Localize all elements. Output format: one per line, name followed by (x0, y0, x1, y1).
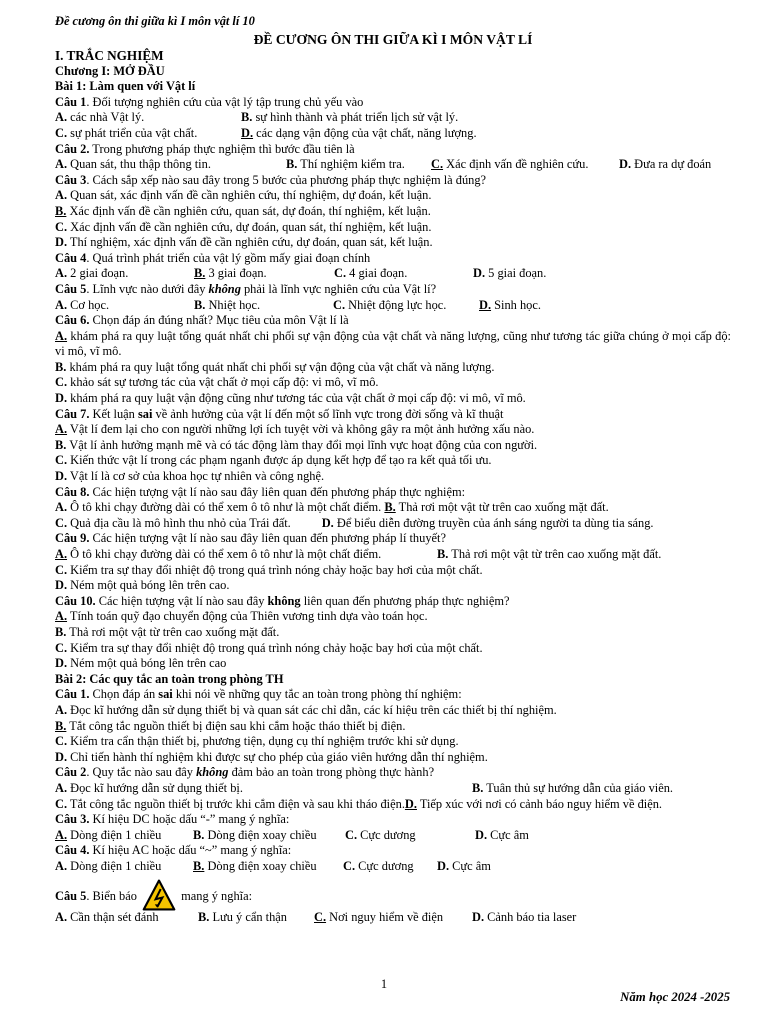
lesson-2-question-1-option-a: A. Đọc kĩ hướng dẫn sử dụng thiết bị và quan sát các chỉ dẫn, các kí hiệu trên các thiết bị thí nghiệm. (55, 702, 557, 717)
question-8-options-cd: C. Quả địa cầu là mô hình thu nhỏ của Trái đất. D. Để biểu diễn đường truyền của ánh sáng người ta dùng tia sáng. (55, 515, 654, 530)
lesson-2-question-1: Câu 1. Chọn đáp án sai khi nói về những quy tắc an toàn trong phòng thí nghiệm: (55, 687, 462, 702)
question-7: Câu 7. Kết luận sai về ảnh hưởng của vật lí đến một số lĩnh vực trong đời sống và kĩ thuật (55, 406, 504, 421)
question-1: Câu 1. Đối tượng nghiên cứu của vật lý tập trung chủ yếu vào (55, 94, 364, 109)
question-9-option-c: C. Kiểm tra sự thay đổi nhiệt độ trong quá trình nóng chảy hoặc bay hơi của một chất. (55, 562, 483, 577)
lesson-2-question-5: Câu 5. Biển báo mang ý nghĩa: (55, 874, 731, 910)
question-3-option-b: B. Xác định vấn đề cần nghiên cứu, quan sát, dự đoán, thí nghiệm, kết luận. (55, 203, 431, 218)
lesson-2-question-4: Câu 4. Kí hiệu AC hoặc dấu “~” mang ý nghĩa: (55, 843, 292, 858)
question-4: Câu 4. Quá trình phát triển của vật lý gồm mấy giai đoạn chính (55, 250, 371, 265)
question-2-options: A. Quan sát, thu thập thông tin. B. Thí nghiệm kiểm tra. C. Xác định vấn đề nghiên cứu. D. Đưa ra dự đoán (55, 157, 712, 172)
document-title: ĐỀ CƯƠNG ÔN THI GIỮA KÌ I MÔN VẬT LÍ (253, 32, 533, 47)
question-2: Câu 2. Trong phương pháp thực nghiệm thì bước đầu tiên là (55, 141, 355, 156)
question-4-options: A. 2 giai đoạn. B. 3 giai đoạn. C. 4 giai đoạn. D. 5 giai đoạn. (55, 266, 547, 281)
question-9-option-d: D. Ném một quả bóng lên trên cao. (55, 578, 230, 593)
question-10-option-d: D. Ném một quả bóng lên trên cao (55, 656, 227, 671)
question-3-option-a: A. Quan sát, xác định vấn đề cần nghiên cứu, thí nghiệm, dự đoán, kết luận. (55, 188, 432, 203)
question-7-option-b: B. Vật lí ảnh hưởng mạnh mẽ và có tác động làm thay đổi mọi lĩnh vực hoạt động của con người. (55, 437, 538, 452)
question-5-options: A. Cơ học. B. Nhiệt học. C. Nhiệt động lực học. D. Sinh học. (55, 297, 541, 312)
document-header: Đề cương ôn thi giữa kì I môn vật lí 10 (55, 14, 255, 28)
question-10-option-c: C. Kiểm tra sự thay đổi nhiệt độ trong quá trình nóng chảy hoặc bay hơi của một chất. (55, 640, 483, 655)
lesson-2-heading: Bài 2: Các quy tắc an toàn trong phòng TH (55, 671, 284, 686)
lesson-2-question-4-options: A. Dòng điện 1 chiều B. Dòng điện xoay chiều C. Cực dương D. Cực âm (55, 858, 491, 873)
lesson-2-question-2: Câu 2. Quy tắc nào sau đây không đảm bảo an toàn trong phòng thực hành? (55, 765, 435, 780)
question-5: Câu 5. Lĩnh vực nào dưới đây không phải là lĩnh vực nghiên cứu của Vật lí? (55, 281, 437, 296)
question-9-options-ab: A. Ô tô khi chạy đường dài có thể xem ô tô như là một chất điểm. B. Thả rơi một vật từ trên cao xuống mặt đất. (55, 547, 662, 561)
lesson-2-question-1-option-d: D. Chỉ tiến hành thí nghiệm khi được sự cho phép của giáo viên hướng dẫn thí nghiệm. (55, 749, 488, 764)
question-3-option-c: C. Xác định vấn đề cần nghiên cứu, dự đoán, quan sát, thí nghiệm, kết luận. (55, 219, 432, 234)
question-3: Câu 3. Cách sắp xếp nào sau đây trong 5 bước của phương pháp thực nghiệm là đúng? (55, 172, 487, 187)
question-10-option-b: B. Thả rơi một vật từ trên cao xuống mặt đất. (55, 624, 280, 639)
school-year: Năm học 2024 -2025 (620, 990, 730, 1004)
question-6-option-d: D. khám phá ra quy luật vận động cũng như tương tác của vật chất ở mọi cấp độ: vi mô, vĩ mô. (55, 391, 526, 406)
page-number: 1 (380, 977, 388, 991)
lesson-2-question-3: Câu 3. Kí hiệu DC hoặc dấu “-” mang ý nghĩa: (55, 812, 290, 827)
question-6-option-c: C. khảo sát sự tương tác của vật chất ở mọi cấp độ: vi mô, vĩ mô. (55, 375, 379, 390)
question-7-option-c: C. Kiến thức vật lí trong các phạm nganh được áp dụng kết hợp để tạo ra kết quả tối ưu. (55, 453, 492, 468)
question-7-option-a: A. Vật lí đem lại cho con người những lợi ích tuyệt vời và không gây ra một ảnh hưởng xấu nào. (55, 422, 535, 437)
question-6-option-a: A. khám phá ra quy luật tổng quát nhất chi phối sự vận động của vật chất và năng lượng, cũng như tương tác giữa chúng ở mọi cấp độ: vi mô, vĩ mô. (55, 328, 732, 359)
lesson-2-question-1-option-c: C. Kiểm tra cẩn thận thiết bị, phương tiện, dụng cụ thí nghiệm trước khi sử dụng. (55, 734, 459, 749)
lesson-2-question-3-options: A. Dòng điện 1 chiều B. Dòng điện xoay chiều C. Cực dương D. Cực âm (55, 827, 529, 842)
question-8: Câu 8. Các hiện tượng vật lí nào sau đây liên quan đến phương pháp thực nghiệm: (55, 484, 466, 499)
document-page (55, 14, 731, 926)
chapter-heading: Chương I: MỞ ĐẦU (55, 63, 165, 78)
question-1-options-cd: C. sự phát triển của vật chất. D. các dạng vận động của vật chất, năng lượng. (55, 125, 477, 140)
lesson-2-question-2-options-cd: C. Tắt công tắc nguồn thiết bị trước khi cắm điện và sau khi tháo điện.D. Tiếp xúc với nơi có cảnh báo nguy hiểm về điện. (55, 796, 663, 811)
question-10: Câu 10. Các hiện tượng vật lí nào sau đây không liên quan đến phương pháp thực nghiệm? (55, 593, 510, 608)
lesson-heading: Bài 1: Làm quen với Vật lí (55, 79, 196, 94)
section-heading: I. TRẮC NGHIỆM (55, 48, 164, 63)
question-10-option-a: A. Tính toán quỹ đạo chuyển động của Thiên vương tinh dựa vào toán học. (55, 609, 428, 624)
electrical-hazard-sign-icon (142, 878, 176, 912)
question-6: Câu 6. Chọn đáp án đúng nhất? Mục tiêu của môn Vật lí là (55, 313, 349, 328)
lesson-2-question-1-option-b: B. Tắt công tắc nguồn thiết bị điện sau khi cắm hoặc tháo thiết bị điện. (55, 718, 406, 733)
question-1-options-ab: A. các nhà Vật lý. B. sự hình thành và phát triển lịch sử vật lý. (55, 110, 459, 125)
question-9: Câu 9. Các hiện tượng vật lí nào sau đây liên quan đến phương pháp lí thuyết? (55, 531, 446, 546)
question-6-option-b: B. khám phá ra quy luật tổng quát nhất chi phối sự vận động của vật chất và năng lượng. (55, 359, 495, 374)
lesson-2-question-5-options: A. Cần thận sét đánh B. Lưu ý cẩn thận C. Nơi nguy hiểm về điện D. Cảnh báo tia laser (55, 910, 577, 925)
question-8-options-ab: A. Ô tô khi chạy đường dài có thể xem ô tô như là một chất điểm. B. Thả rơi một vật từ trên cao xuống mặt đất. (55, 500, 609, 515)
lesson-2-question-2-options-ab: A. Đọc kĩ hướng dẫn sử dụng thiết bị. B. Tuân thủ sự hướng dẫn của giáo viên. (55, 780, 674, 795)
question-7-option-d: D. Vật lí là cơ sở của khoa học tự nhiên và công nghệ. (55, 469, 325, 484)
question-3-option-d: D. Thí nghiệm, xác định vấn đề cần nghiên cứu, dự đoán, quan sát, kết luận. (55, 235, 433, 250)
